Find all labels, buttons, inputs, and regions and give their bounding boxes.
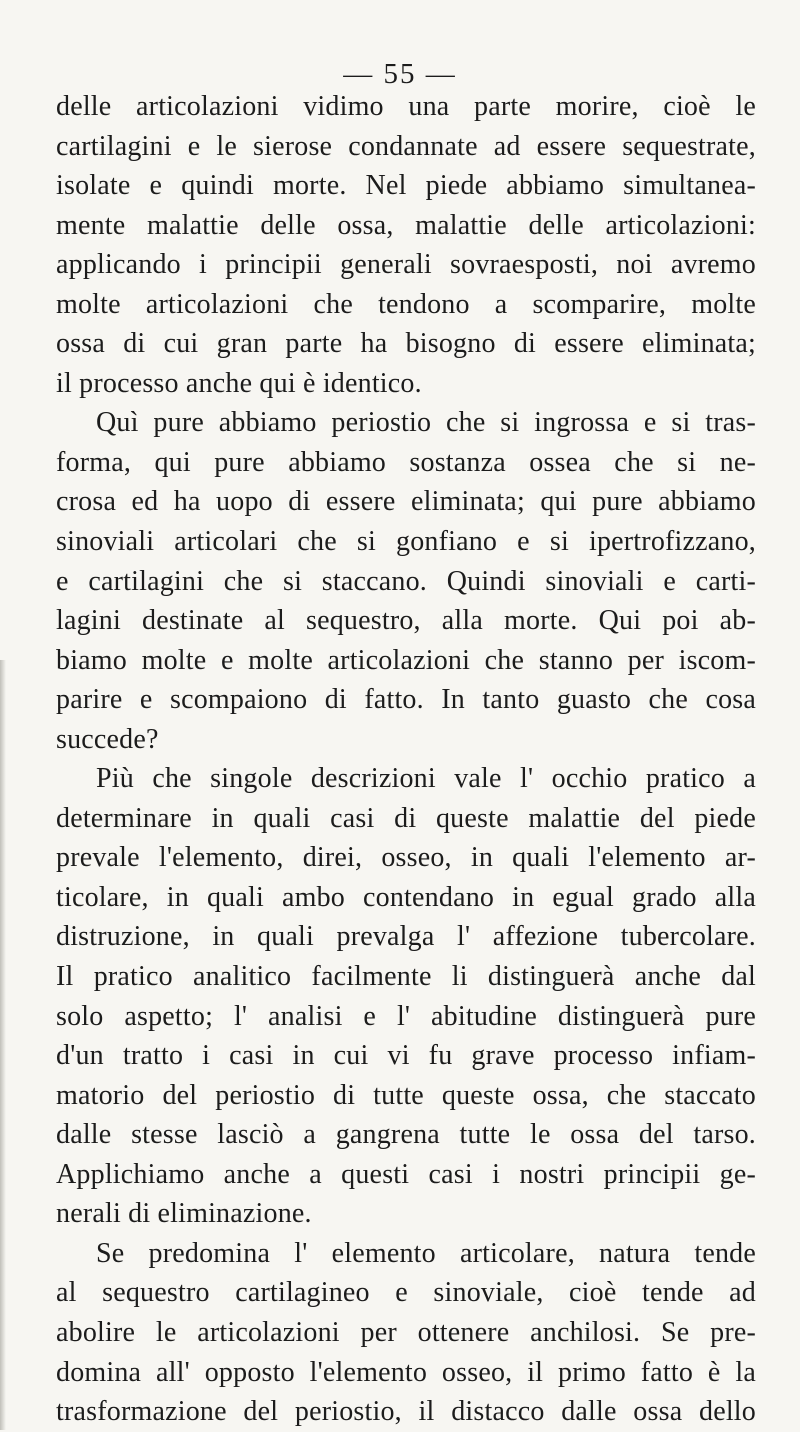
text-line: e cartilagini che si staccano. Quindi sinoviali e carti- — [56, 565, 756, 597]
text-line: biamo molte e molte articolazioni che stanno per iscom- — [56, 644, 756, 676]
text-line: isolate e quindi morte. Nel piede abbiamo simultanea- — [56, 170, 756, 202]
text-line: nerali di eliminazione. — [56, 1198, 312, 1230]
page-number: — 55 — — [343, 58, 457, 90]
text-line: Applichiamo anche a questi casi i nostri principii ge- — [56, 1158, 756, 1190]
text-line: lagini destinate al sequestro, alla morte. Qui poi ab- — [56, 605, 756, 637]
binding-shadow — [0, 660, 6, 1430]
text-line: parire e scompaiono di fatto. In tanto guasto che cosa — [56, 684, 756, 716]
text-line: sinoviali articolari che si gonfiano e si ipertrofizzano, — [56, 526, 756, 558]
paragraph-start-line: Se predomina l' elemento articolare, natura tende — [96, 1237, 756, 1269]
text-line: delle articolazioni vidimo una parte morire, cioè le — [56, 91, 756, 122]
text-line: trasformazione del periostio, il distacco dalle ossa dello — [56, 1396, 756, 1428]
text-line: cartilagini e le sierose condannate ad essere sequestrate, — [56, 130, 756, 162]
text-line: prevale l'elemento, direi, osseo, in quali l'elemento ar- — [56, 842, 756, 874]
text-line: determinare in quali casi di queste malattie del piede — [56, 802, 756, 834]
paragraph-start-line: Più che singole descrizioni vale l' occhio pratico a — [96, 763, 756, 795]
text-line: molte articolazioni che tendono a scomparire, molte — [56, 288, 756, 320]
text-line: ticolare, in quali ambo contendano in egual grado alla — [56, 881, 756, 913]
text-line: Il pratico analitico facilmente li distinguerà anche dal — [56, 961, 756, 993]
text-line: forma, qui pure abbiamo sostanza ossea che si ne- — [56, 446, 756, 478]
paragraph-start-line: Quì pure abbiamo periostio che si ingrossa e si tras- — [96, 407, 756, 439]
text-line: matorio del periostio di tutte queste ossa, che staccato — [56, 1079, 756, 1111]
text-line: crosa ed ha uopo di essere eliminata; qui pure abbiamo — [56, 486, 756, 518]
text-line: abolire le articolazioni per ottenere anchilosi. Se pre- — [56, 1316, 756, 1348]
text-line: d'un tratto i casi in cui vi fu grave processo infiam- — [56, 1040, 756, 1072]
text-line: il processo anche qui è identico. — [56, 367, 422, 399]
text-line: applicando i principii generali sovraesposti, noi avremo — [56, 249, 756, 281]
text-line: distruzione, in quali prevalga l' affezione tubercolare. — [56, 921, 756, 953]
text-line: al sequestro cartilagineo e sinoviale, cioè tende ad — [56, 1277, 756, 1309]
text-line: ossa di cui gran parte ha bisogno di essere eliminata; — [56, 328, 756, 360]
text-line: dalle stesse lasciò a gangrena tutte le ossa del tarso. — [56, 1119, 756, 1151]
text-line: solo aspetto; l' analisi e l' abitudine distinguerà pure — [56, 1000, 756, 1032]
body-text — [56, 87, 756, 1432]
text-line: domina all' opposto l'elemento osseo, il primo fatto è la — [56, 1356, 756, 1388]
text-line: succede? — [56, 723, 159, 755]
text-line: mente malattie delle ossa, malattie delle articolazioni: — [56, 209, 756, 241]
